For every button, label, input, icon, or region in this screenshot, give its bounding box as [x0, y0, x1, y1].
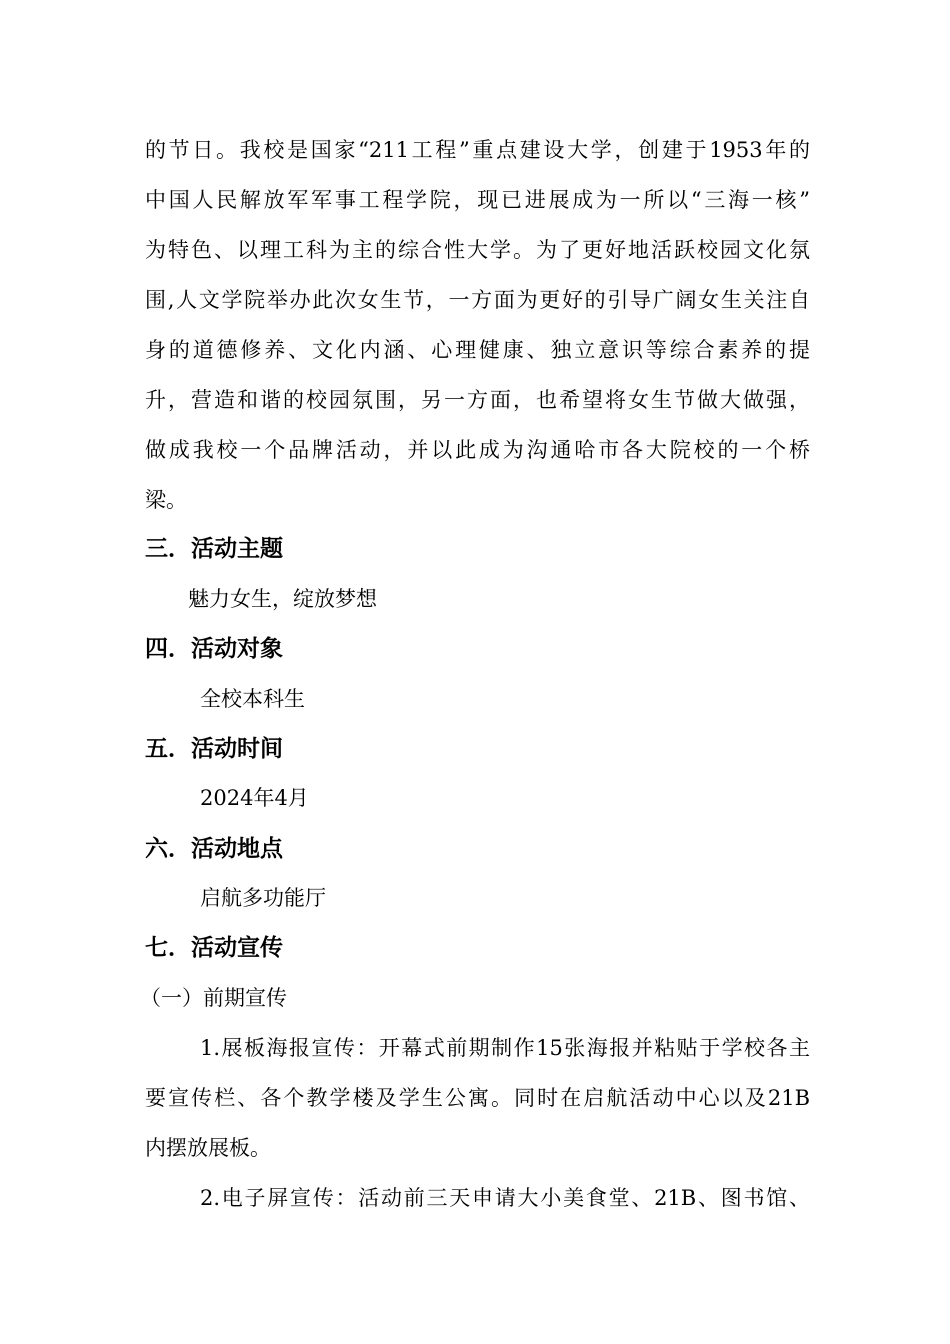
section-heading-location: 六．活动地点 [145, 836, 283, 862]
paragraph-line: 1.展板海报宣传：开幕式前期制作15张海报并粘贴于学校各主 [200, 1036, 810, 1060]
section-heading-audience: 四．活动对象 [145, 636, 283, 662]
paragraph-line: 围,人文学院举办此次女生节，一方面为更好的引导广阔女生关注自 [145, 288, 810, 312]
paragraph-line: 2.电子屏宣传：活动前三天申请大小美食堂、21B、图书馆、 [200, 1186, 810, 1210]
section-content-time: 2024年4月 [200, 786, 309, 810]
paragraph-line: 的节日。我校是国家“211工程”重点建设大学，创建于1953年的 [145, 138, 810, 162]
paragraph-line: 要宣传栏、各个教学楼及学生公寓。同时在启航活动中心以及21B [145, 1086, 810, 1110]
section-heading-time: 五．活动时间 [145, 736, 283, 762]
paragraph-line: 升，营造和谐的校园氛围，另一方面，也希望将女生节做大做强， [145, 388, 810, 412]
paragraph-line: 梁。 [145, 488, 187, 512]
paragraph-line: 身的道德修养、文化内涵、心理健康、独立意识等综合素养的提 [145, 338, 810, 362]
section-content-theme: 魅力女生，绽放梦想 [188, 587, 377, 611]
subsection-heading-early-publicity: （一）前期宣传 [140, 986, 287, 1010]
paragraph-line: 做成我校一个品牌活动，并以此成为沟通哈市各大院校的一个桥 [145, 438, 810, 462]
section-heading-theme: 三．活动主题 [145, 536, 283, 562]
paragraph-line: 中国人民解放军军事工程学院，现已进展成为一所以“三海一核” [145, 188, 810, 212]
section-content-audience: 全校本科生 [200, 687, 305, 711]
section-content-location: 启航多功能厅 [200, 886, 326, 910]
paragraph-line: 为特色、以理工科为主的综合性大学。为了更好地活跃校园文化氛 [145, 238, 810, 262]
section-heading-publicity: 七．活动宣传 [145, 935, 283, 961]
paragraph-line: 内摆放展板。 [145, 1136, 271, 1160]
